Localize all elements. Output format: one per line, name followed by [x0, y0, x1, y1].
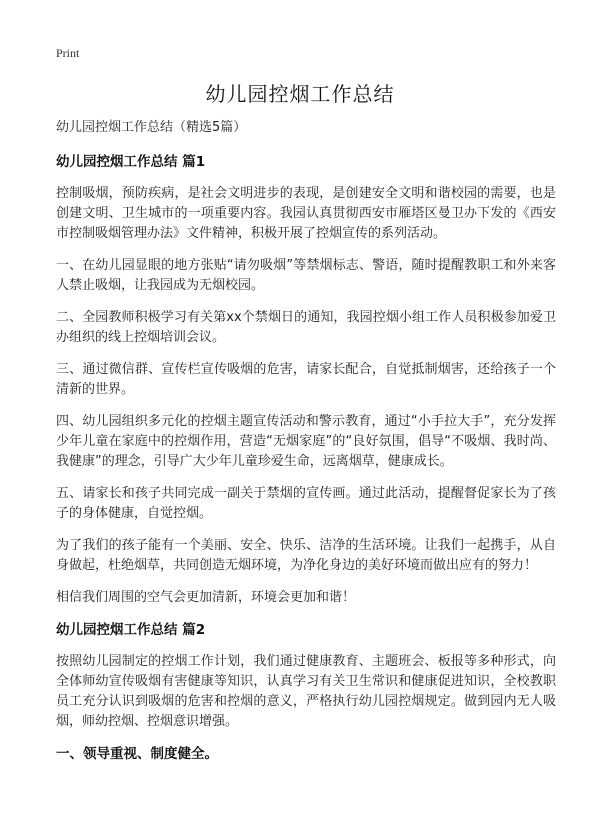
paragraph: 二、全园教师积极学习有关第xx个禁烟日的通知，我园控烟小组工作人员积极参加爱卫办组织的线上控烟培训会议。 [56, 310, 556, 345]
paragraph: 五、请家长和孩子共同完成一副关于禁烟的宣传画。通过此活动，提醒督促家长为了孩子的身体健康，自觉控烟。 [56, 486, 556, 521]
document-subtitle: 幼儿园控烟工作总结（精选5篇） [56, 120, 247, 135]
section-heading-1: 幼儿园控烟工作总结 篇1 [56, 154, 206, 170]
page-title: 幼儿园控烟工作总结 [205, 82, 395, 106]
paragraph: 控制吸烟，预防疾病，是社会文明进步的表现，是创建安全文明和谐校园的需要，也是创建文明、卫生城市的一项重要内容。我园认真贯彻西安市雁塔区曼卫办下发的《西安市控制吸烟管理办法》文件精神，积极开展了控烟宣传的系列活动。 [56, 186, 556, 241]
print-label[interactable]: Print [56, 46, 80, 60]
paragraph: 三、通过微信群、宣传栏宣传吸烟的危害，请家长配合，自觉抵制烟害，还给孩子一个清新的世界。 [56, 362, 556, 397]
paragraph: 相信我们周围的空气会更加清新，环境会更加和谐！ [56, 590, 356, 605]
paragraph: 四、幼儿园组织多元化的控烟主题宣传活动和警示教育，通过“小手拉大手”，充分发挥少年儿童在家庭中的控烟作用，营造“无烟家庭”的“良好氛围，倡导“不吸烟、我时尚、我健康”的理念，引导广大少年儿童珍爱生命，远离烟草，健康成长。 [56, 414, 556, 469]
paragraph: 一、在幼儿园显眼的地方张贴“请勿吸烟”等禁烟标志、警语，随时提醒教职工和外来客人禁止吸烟，让我园成为无烟校园。 [56, 258, 556, 293]
section-heading-2: 幼儿园控烟工作总结 篇2 [56, 622, 206, 638]
subsection-heading: 一、领导重视、制度健全。 [56, 746, 218, 762]
document-body [56, 118, 556, 764]
paragraph: 为了我们的孩子能有一个美丽、安全、快乐、洁净的生活环境。让我们一起携手，从自身做起，杜绝烟草，共同创造无烟环境，为净化身边的美好环境而做出应有的努力！ [56, 538, 556, 573]
paragraph: 按照幼儿园制定的控烟工作计划，我们通过健康教育、主题班会、板报等多种形式，向全体师幼宣传吸烟有害健康等知识，认真学习有关卫生常识和健康促进知识，全校教职员工充分认识到吸烟的危害和控烟的意义，严格执行幼儿园控烟规定。做到园内无人吸烟，师幼控烟、控烟意识增强。 [56, 654, 556, 729]
